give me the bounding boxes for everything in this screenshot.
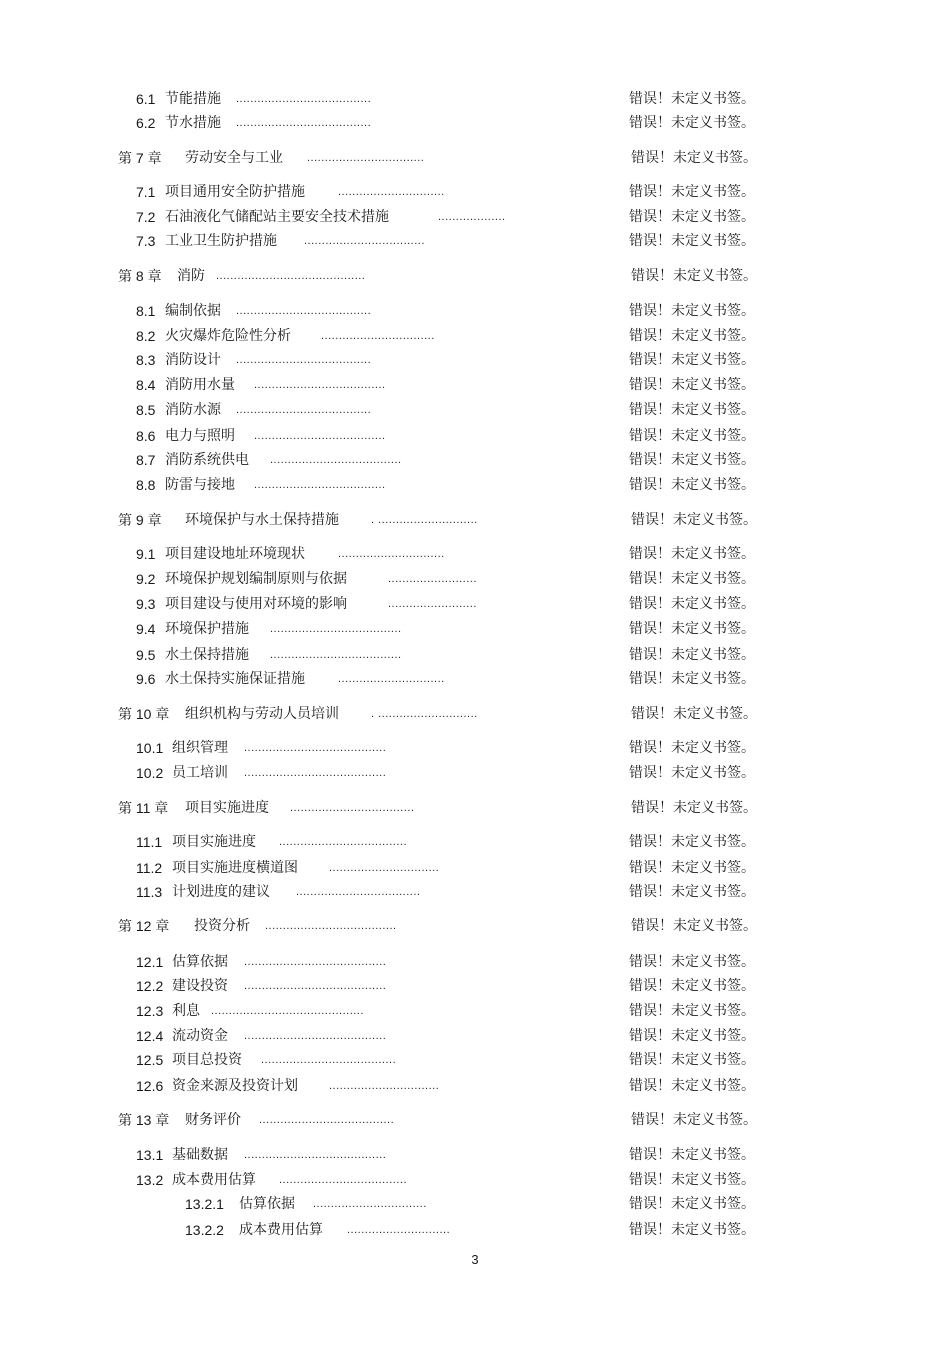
dot-leader: ......................................: [236, 117, 372, 129]
dot-leader: ................................: [313, 1198, 427, 1210]
toc-entry-number: 第 7 章: [118, 150, 162, 166]
page-reference-error: 错误！未定义书签。: [629, 1196, 755, 1212]
toc-chapter-entry[interactable]: [0, 264, 950, 288]
page-reference-error: 错误！未定义书签。: [629, 978, 755, 994]
toc-entry-number: 第 12 章: [118, 918, 170, 934]
toc-chapter-entry[interactable]: [0, 914, 950, 938]
toc-entry-title: 项目实施进度: [172, 834, 256, 850]
toc-entry-number: 第 8 章: [118, 268, 162, 284]
toc-entry-title: 财务评价: [185, 1112, 241, 1128]
toc-entry-number: 9.6: [136, 671, 156, 687]
toc-entry[interactable]: [0, 1074, 950, 1098]
toc-entry-title: 估算依据: [239, 1196, 295, 1212]
toc-entry[interactable]: [0, 830, 950, 854]
dot-leader: ......................................: [236, 305, 372, 317]
toc-entry-title: 消防: [177, 268, 205, 284]
page-reference-error: 错误！未定义书签。: [629, 1003, 755, 1019]
page-reference-error: 错误！未定义书签。: [631, 800, 757, 816]
toc-entry-number: 8.8: [136, 477, 156, 493]
toc-entry-title: 消防设计: [165, 352, 221, 368]
toc-entry-title: 火灾爆炸危险性分析: [165, 328, 291, 344]
dot-leader: ...........................................: [211, 1005, 364, 1017]
toc-entry-number: 7.1: [136, 184, 156, 200]
dot-leader: ......................................: [236, 354, 372, 366]
toc-entry-number: 6.1: [136, 91, 156, 107]
toc-chapter-entry[interactable]: [0, 1108, 950, 1132]
page-reference-error: 错误！未定义书签。: [629, 1052, 755, 1068]
toc-entry-number: 9.1: [136, 546, 156, 562]
toc-entry-title: 项目实施进度横道图: [172, 860, 298, 876]
dot-leader: ..................................: [304, 235, 425, 247]
page-reference-error: 错误！未定义书签。: [629, 402, 755, 418]
toc-entry-number: 12.4: [136, 1028, 164, 1044]
page-reference-error: 错误！未定义书签。: [629, 740, 755, 756]
toc-entry-title: 流动资金: [172, 1028, 228, 1044]
dot-leader: ........................................: [244, 1149, 387, 1161]
toc-entry-number: 6.2: [136, 115, 156, 131]
toc-entry[interactable]: [0, 299, 950, 323]
toc-entry[interactable]: [0, 950, 950, 974]
page-reference-error: 错误！未定义书签。: [629, 621, 755, 637]
toc-entry-title: 石油液化气储配站主要安全技术措施: [165, 209, 389, 225]
toc-entry-title: 项目通用安全防护措施: [165, 184, 305, 200]
dot-leader: ...................: [438, 211, 506, 223]
toc-entry-title: 组织机构与劳动人员培训: [185, 706, 339, 722]
toc-entry-title: 资金来源及投资计划: [172, 1078, 298, 1094]
page-reference-error: 错误！未定义书签。: [631, 918, 757, 934]
dot-leader: ........................................: [244, 956, 387, 968]
dot-leader: ........................................: [244, 767, 387, 779]
toc-entry-number: 第 13 章: [118, 1112, 170, 1128]
dot-leader: .....................................: [270, 623, 402, 635]
toc-entry[interactable]: [0, 999, 950, 1023]
page-reference-error: 错误！未定义书签。: [629, 671, 755, 687]
page-reference-error: 错误！未定义书签。: [629, 834, 755, 850]
toc-entry[interactable]: [0, 448, 950, 472]
page-reference-error: 错误！未定义书签。: [629, 1028, 755, 1044]
page-reference-error: 错误！未定义书签。: [631, 268, 757, 284]
toc-entry-title: 项目建设与使用对环境的影响: [165, 596, 347, 612]
toc-entry[interactable]: [0, 856, 950, 880]
toc-entry[interactable]: [0, 880, 950, 904]
toc-entry-number: 13.2.2: [185, 1222, 224, 1238]
dot-leader: .........................: [388, 598, 477, 610]
toc-entry[interactable]: [0, 424, 950, 448]
toc-entry-number: 13.2.1: [185, 1196, 224, 1212]
toc-entry[interactable]: [0, 1024, 950, 1048]
toc-entry-number: 12.5: [136, 1052, 164, 1068]
toc-entry-title: 节能措施: [165, 91, 221, 107]
dot-leader: .........................: [388, 573, 477, 585]
toc-entry[interactable]: [0, 761, 950, 785]
toc-entry-number: 10.1: [136, 740, 164, 756]
toc-entry-number: 9.3: [136, 596, 156, 612]
toc-entry-title: 建设投资: [172, 978, 228, 994]
page-reference-error: 错误！未定义书签。: [629, 1147, 755, 1163]
page-reference-error: 错误！未定义书签。: [629, 647, 755, 663]
toc-entry-title: 项目总投资: [172, 1052, 242, 1068]
toc-entry-number: 13.1: [136, 1147, 164, 1163]
toc-entry-number: 11.1: [136, 834, 163, 850]
toc-entry[interactable]: [0, 324, 950, 348]
page-reference-error: 错误！未定义书签。: [629, 452, 755, 468]
toc-entry-number: 8.5: [136, 402, 156, 418]
dot-leader: ....................................: [279, 1174, 408, 1186]
toc-entry-title: 项目实施进度: [185, 800, 269, 816]
dot-leader: ........................................: [244, 980, 387, 992]
dot-leader: ......................................: [236, 93, 372, 105]
toc-entry-title: 组织管理: [172, 740, 228, 756]
toc-entry-title: 环境保护措施: [165, 621, 249, 637]
page-reference-error: 错误！未定义书签。: [629, 765, 755, 781]
page-reference-error: 错误！未定义书签。: [629, 546, 755, 562]
dot-leader: .....................................: [265, 920, 397, 932]
dot-leader: ..........................................: [216, 270, 366, 282]
dot-leader: .....................................: [270, 649, 402, 661]
page-reference-error: 错误！未定义书签。: [629, 571, 755, 587]
toc-entry-number: 第 9 章: [118, 512, 162, 528]
toc-entry[interactable]: [0, 1218, 950, 1242]
page-reference-error: 错误！未定义书签。: [629, 428, 755, 444]
page-reference-error: 错误！未定义书签。: [631, 150, 757, 166]
page-reference-error: 错误！未定义书签。: [629, 1172, 755, 1188]
dot-leader: .....................................: [254, 430, 386, 442]
dot-leader: ...................................: [290, 802, 415, 814]
toc-entry-title: 节水措施: [165, 115, 221, 131]
dot-leader: ...................................: [296, 886, 421, 898]
page-reference-error: 错误！未定义书签。: [629, 477, 755, 493]
toc-entry[interactable]: [0, 736, 950, 760]
toc-entry[interactable]: [0, 1168, 950, 1192]
toc-entry[interactable]: [0, 87, 950, 111]
toc-entry-number: 7.3: [136, 233, 156, 249]
toc-chapter-entry[interactable]: [0, 796, 950, 820]
toc-entry-number: 12.1: [136, 954, 164, 970]
toc-entry[interactable]: [0, 617, 950, 641]
toc-entry-title: 基础数据: [172, 1147, 228, 1163]
toc-entry-number: 第 11 章: [118, 800, 169, 816]
dot-leader: ..............................: [338, 548, 445, 560]
toc-entry-title: 消防水源: [165, 402, 221, 418]
toc-entry-title: 投资分析: [194, 918, 250, 934]
dot-leader: ....................................: [279, 836, 408, 848]
toc-entry-title: 电力与照明: [165, 428, 235, 444]
toc-entry[interactable]: [0, 180, 950, 204]
toc-entry-number: 7.2: [136, 209, 156, 225]
page-reference-error: 错误！未定义书签。: [629, 377, 755, 393]
toc-entry-title: 员工培训: [172, 765, 228, 781]
toc-entry-title: 成本费用估算: [239, 1222, 323, 1238]
toc-entry-title: 项目建设地址环境现状: [165, 546, 305, 562]
dot-leader: . ............................: [371, 514, 478, 526]
page-reference-error: 错误！未定义书签。: [629, 184, 755, 200]
toc-entry-number: 8.3: [136, 352, 156, 368]
dot-leader: ......................................: [236, 404, 372, 416]
toc-entry-number: 8.4: [136, 377, 156, 393]
dot-leader: ...............................: [329, 862, 440, 874]
toc-entry-title: 环境保护规划编制原则与依据: [165, 571, 347, 587]
dot-leader: ..............................: [338, 186, 445, 198]
toc-entry-title: 利息: [172, 1003, 200, 1019]
page-reference-error: 错误！未定义书签。: [629, 303, 755, 319]
toc-entry-title: 水土保持措施: [165, 647, 249, 663]
toc-entry-title: 计划进度的建议: [172, 884, 270, 900]
toc-entry-title: 编制依据: [165, 303, 221, 319]
toc-entry[interactable]: [0, 974, 950, 998]
dot-leader: .....................................: [254, 479, 386, 491]
toc-entry-title: 环境保护与水土保持措施: [185, 512, 339, 528]
toc-entry-title: 水土保持实施保证措施: [165, 671, 305, 687]
toc-entry-number: 13.2: [136, 1172, 164, 1188]
toc-entry[interactable]: [0, 542, 950, 566]
toc-entry-title: 消防用水量: [165, 377, 235, 393]
page-reference-error: 错误！未定义书签。: [631, 1112, 757, 1128]
dot-leader: . ............................: [371, 708, 478, 720]
toc-entry-title: 估算依据: [172, 954, 228, 970]
toc-entry[interactable]: [0, 667, 950, 691]
toc-entry[interactable]: [0, 398, 950, 422]
toc-entry-number: 12.6: [136, 1078, 164, 1094]
toc-entry-title: 防雷与接地: [165, 477, 235, 493]
toc-entry-number: 9.5: [136, 647, 156, 663]
page-reference-error: 错误！未定义书签。: [629, 1078, 755, 1094]
toc-entry-number: 12.2: [136, 978, 164, 994]
dot-leader: ......................................: [259, 1114, 395, 1126]
toc-entry-title: 劳动安全与工业: [185, 150, 283, 166]
toc-entry-number: 12.3: [136, 1003, 164, 1019]
dot-leader: .................................: [307, 152, 425, 164]
toc-chapter-entry[interactable]: [0, 508, 950, 532]
toc-chapter-entry[interactable]: [0, 702, 950, 726]
toc-entry[interactable]: [0, 111, 950, 135]
toc-entry-number: 9.4: [136, 621, 156, 637]
page-reference-error: 错误！未定义书签。: [629, 954, 755, 970]
dot-leader: ................................: [321, 330, 435, 342]
toc-entry[interactable]: [0, 643, 950, 667]
page-reference-error: 错误！未定义书签。: [629, 91, 755, 107]
toc-entry[interactable]: [0, 473, 950, 497]
page-reference-error: 错误！未定义书签。: [629, 860, 755, 876]
dot-leader: ......................................: [261, 1054, 397, 1066]
page-reference-error: 错误！未定义书签。: [629, 233, 755, 249]
toc-entry[interactable]: [0, 373, 950, 397]
page-reference-error: 错误！未定义书签。: [629, 115, 755, 131]
toc-entry-title: 成本费用估算: [172, 1172, 256, 1188]
dot-leader: ........................................: [244, 1030, 387, 1042]
page-reference-error: 错误！未定义书签。: [629, 596, 755, 612]
toc-entry-number: 10.2: [136, 765, 164, 781]
dot-leader: .....................................: [270, 454, 402, 466]
dot-leader: ........................................: [244, 742, 387, 754]
toc-entry[interactable]: [0, 348, 950, 372]
toc-entry[interactable]: [0, 567, 950, 591]
toc-entry-number: 第 10 章: [118, 706, 170, 722]
toc-entry[interactable]: [0, 592, 950, 616]
page-reference-error: 错误！未定义书签。: [629, 352, 755, 368]
page-reference-error: 错误！未定义书签。: [631, 706, 757, 722]
toc-entry[interactable]: [0, 1192, 950, 1216]
toc-entry-number: 8.6: [136, 428, 156, 444]
dot-leader: .....................................: [254, 379, 386, 391]
page-reference-error: 错误！未定义书签。: [629, 884, 755, 900]
page-reference-error: 错误！未定义书签。: [629, 209, 755, 225]
toc-entry-number: 8.2: [136, 328, 156, 344]
dot-leader: ..............................: [338, 673, 445, 685]
dot-leader: ...............................: [329, 1080, 440, 1092]
page-reference-error: 错误！未定义书签。: [629, 1222, 755, 1238]
toc-entry[interactable]: [0, 205, 950, 229]
toc-entry-number: 8.1: [136, 303, 156, 319]
toc-entry-number: 8.7: [136, 452, 156, 468]
toc-chapter-entry[interactable]: [0, 146, 950, 170]
page-number: 3: [471, 1252, 479, 1267]
toc-entry[interactable]: [0, 229, 950, 253]
toc-entry-title: 工业卫生防护措施: [165, 233, 277, 249]
toc-entry-title: 消防系统供电: [165, 452, 249, 468]
toc-entry[interactable]: [0, 1048, 950, 1072]
toc-entry-number: 11.3: [136, 884, 163, 900]
page-reference-error: 错误！未定义书签。: [631, 512, 757, 528]
toc-entry-number: 9.2: [136, 571, 156, 587]
dot-leader: .............................: [347, 1224, 451, 1236]
toc-entry[interactable]: [0, 1143, 950, 1167]
toc-entry-number: 11.2: [136, 860, 163, 876]
page-reference-error: 错误！未定义书签。: [629, 328, 755, 344]
